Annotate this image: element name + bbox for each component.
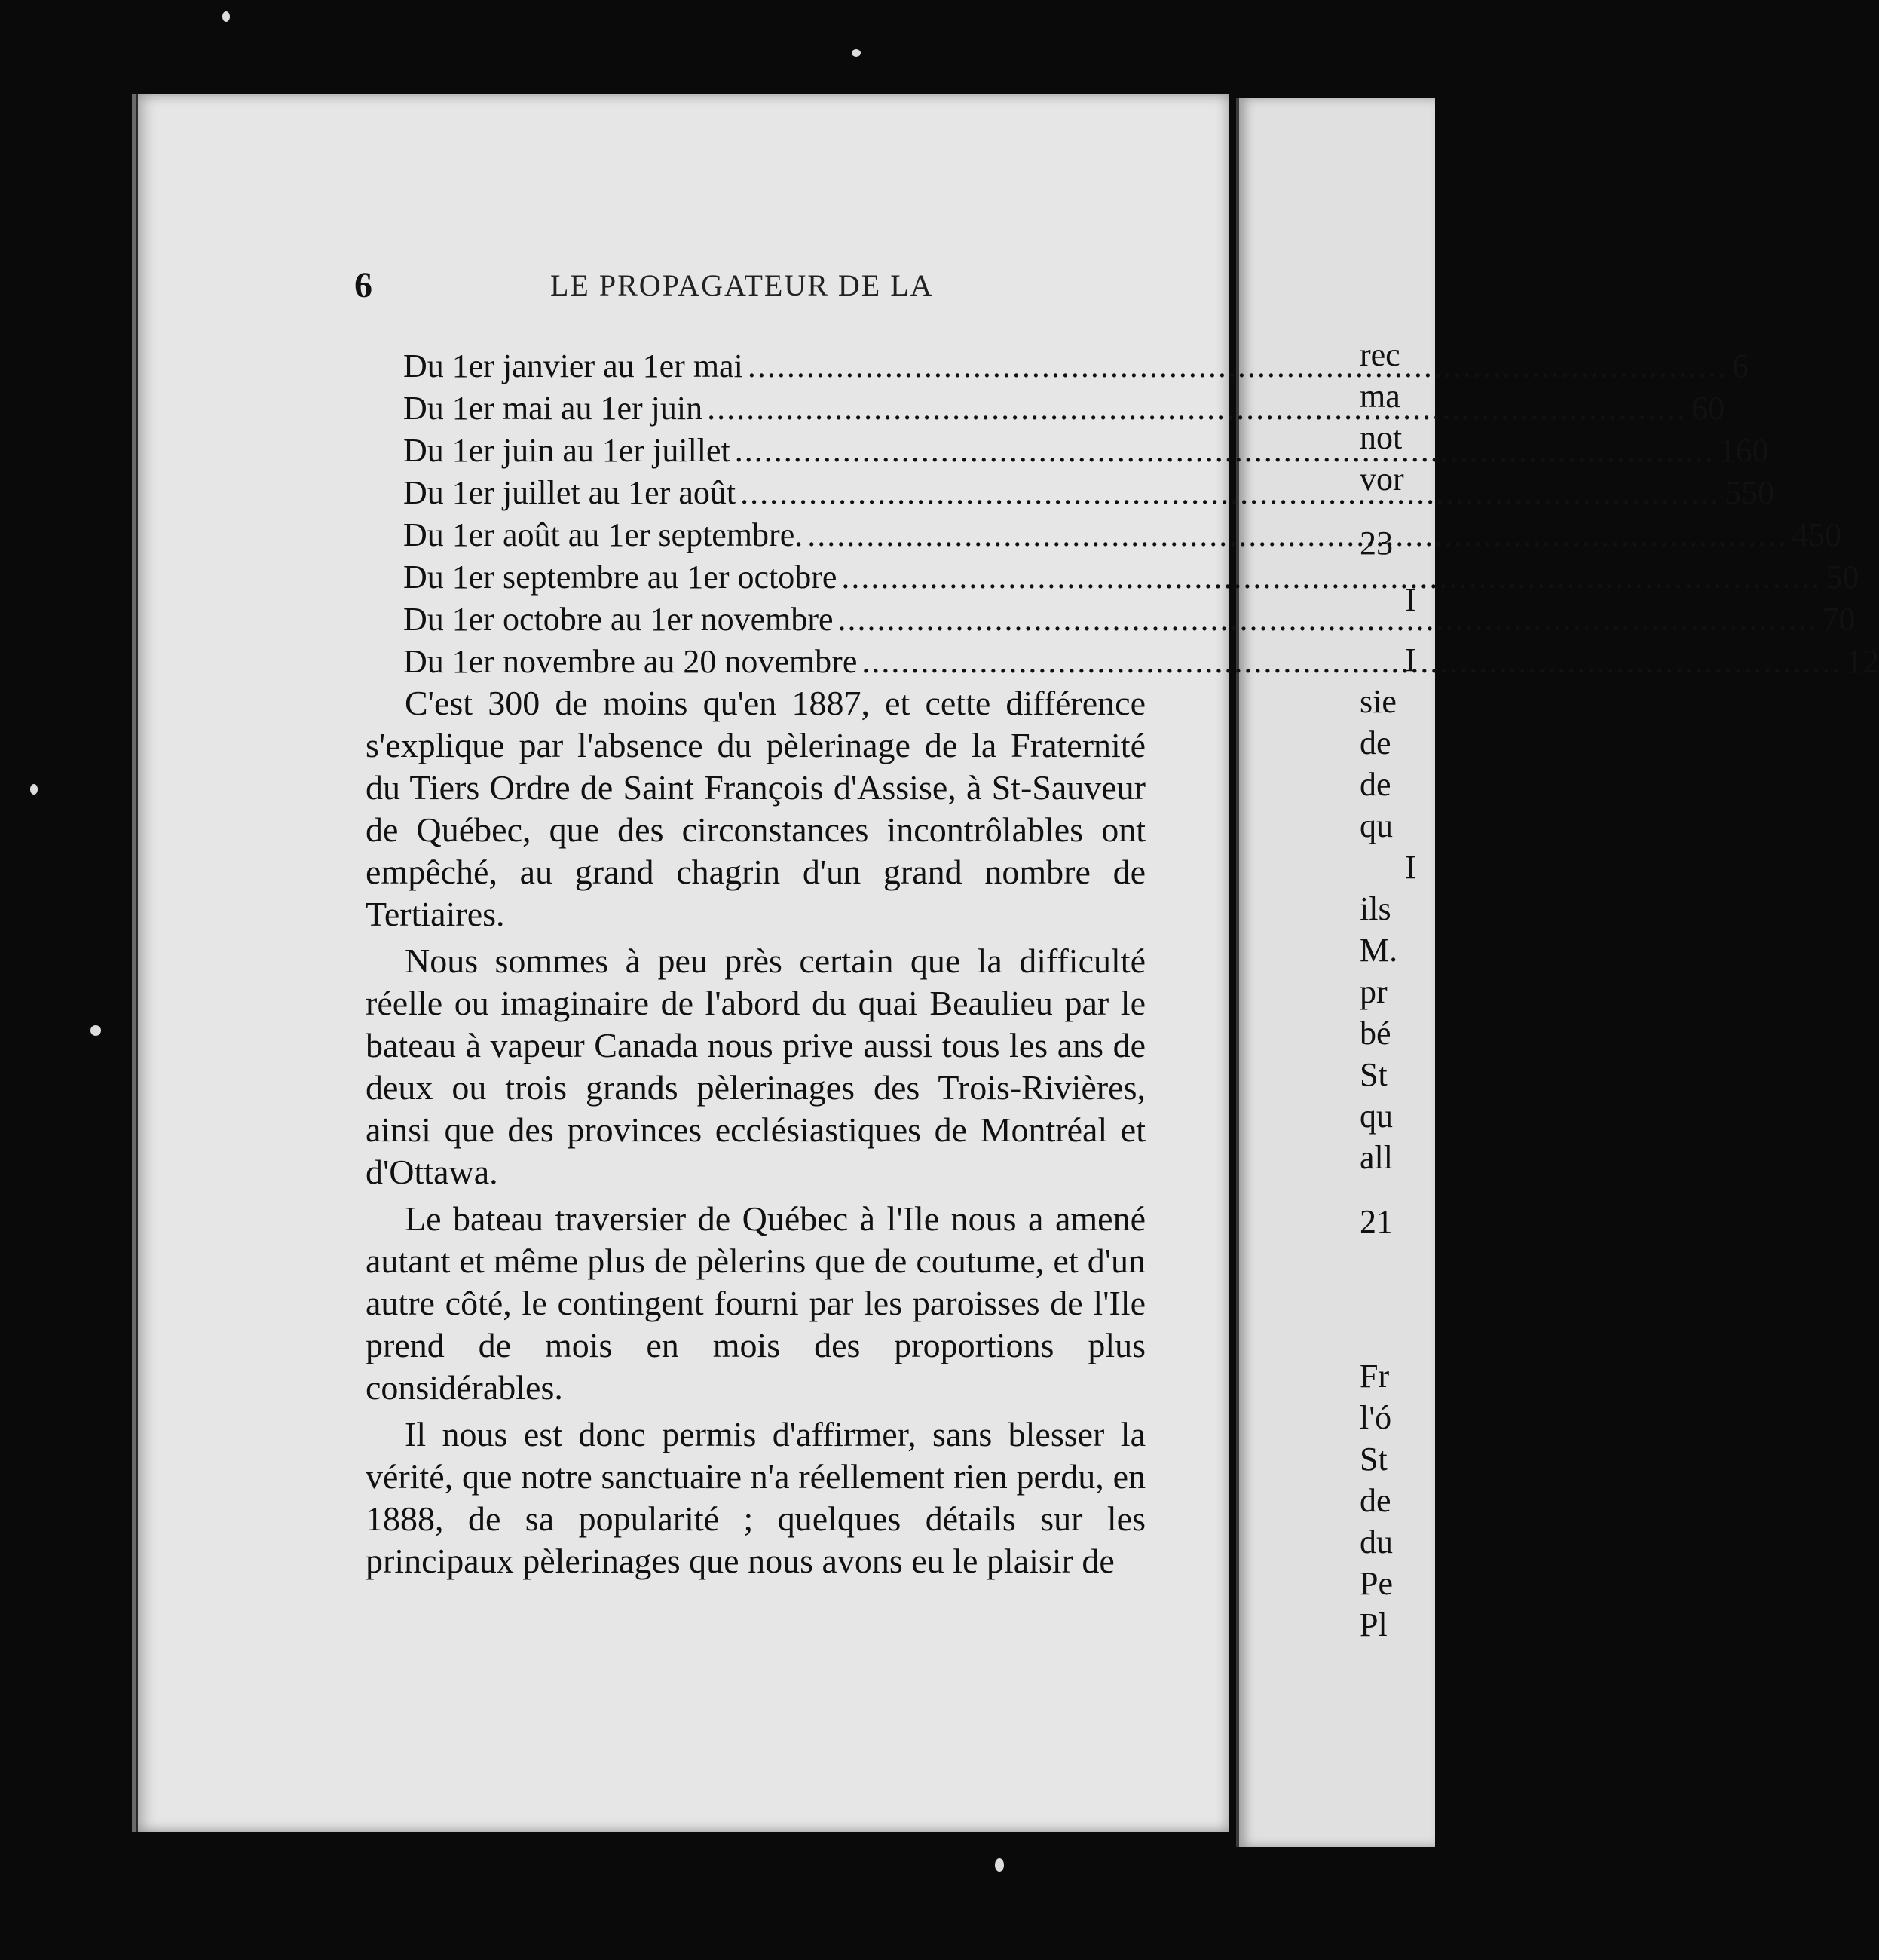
facing-fragment: qu xyxy=(1360,1098,1393,1135)
facing-fragment: du xyxy=(1360,1524,1393,1560)
facing-fragment: sie xyxy=(1360,683,1397,720)
table-row xyxy=(403,600,1856,642)
table-row xyxy=(403,558,1859,600)
row-value: 6 xyxy=(1731,348,1749,384)
page-binding-edge xyxy=(136,94,138,1832)
row-label: Du 1er juin au 1er juillet xyxy=(403,432,730,469)
dot-leader xyxy=(861,642,1841,681)
facing-fragment: vor xyxy=(1360,461,1404,498)
facing-fragment: Fr xyxy=(1360,1358,1390,1395)
facing-fragment: l'ó xyxy=(1360,1399,1392,1436)
paragraph: Nous sommes à peu près certain que la difficulté réelle ou imaginaire de l'abord du quai Beaulieu par le bateau à vapeur Canada nous prive aussi tous les ans de deux ou trois grands pèlerinages des Trois-Rivières, ainsi que des provinces ecclésiastiques de Montréal et d'Ottawa. xyxy=(366,942,1146,1191)
running-title: LE PROPAGATEUR DE LA xyxy=(550,268,934,302)
facing-fragment: I xyxy=(1405,849,1416,886)
row-label: Du 1er octobre au 1er novembre xyxy=(403,601,834,638)
facing-fragment: pr xyxy=(1360,973,1388,1010)
dot-leader xyxy=(707,389,1687,427)
facing-fragment: Pl xyxy=(1360,1606,1388,1643)
facing-fragment: de xyxy=(1360,1482,1391,1519)
paragraph: Le bateau traversier de Québec à l'Ile nous a amené autant et même plus de pèlerins que de coutume, et d'un autre côté, le contingent fourni par les paroisses de l'Ile prend de mois en mois des proportions plus considérables. xyxy=(366,1199,1146,1407)
paragraph: C'est 300 de moins qu'en 1887, et cette différence s'explique par l'absence du pèlerinage de la Fraternité du Tiers Ordre de Saint François d'Assise, à St-Sauveur de Québec, que des circonstances incontrôlables ont empêché, au grand chagrin d'un grand nombre de Tertiaires. xyxy=(366,684,1146,933)
facing-fragment: ma xyxy=(1360,378,1400,415)
scan-speck xyxy=(995,1858,1004,1872)
facing-fragment: de xyxy=(1360,766,1391,803)
row-label: Du 1er novembre au 20 novembre xyxy=(403,643,858,680)
facing-fragment: Pe xyxy=(1360,1565,1393,1602)
row-value: 60 xyxy=(1691,390,1725,427)
scan-speck xyxy=(852,49,861,57)
facing-fragment: St xyxy=(1360,1441,1388,1478)
row-label: Du 1er juillet au 1er août xyxy=(403,474,736,511)
row-value: 160 xyxy=(1718,432,1769,469)
dot-leader xyxy=(841,558,1821,596)
facing-fragment: I xyxy=(1405,642,1416,678)
dot-leader xyxy=(807,516,1787,554)
facing-fragment: rec xyxy=(1360,336,1400,373)
dot-leader xyxy=(748,347,1728,385)
facing-fragment: de xyxy=(1360,724,1391,761)
facing-fragment: M. xyxy=(1360,932,1398,969)
row-label: Du 1er septembre au 1er octobre xyxy=(403,559,837,596)
facing-fragment: not xyxy=(1360,419,1403,456)
scan-speck xyxy=(222,11,230,22)
page-number: 6 xyxy=(354,265,374,305)
row-label: Du 1er janvier au 1er mai xyxy=(403,348,743,384)
facing-fragment: I xyxy=(1405,581,1416,618)
facing-fragment: 23 xyxy=(1360,525,1393,562)
row-value: 12 xyxy=(1846,643,1879,680)
paragraph: Il nous est donc permis d'affirmer, sans blesser la vérité, que notre sanctuaire n'a réellement rien perdu, en 1888, de sa popularité ; quelques détails sur les principaux pèlerinages que nous avons eu le plaisir de xyxy=(366,1415,1146,1580)
row-value: 450 xyxy=(1792,516,1842,553)
table-row xyxy=(403,642,1879,684)
scan-speck xyxy=(30,784,38,795)
facing-fragment: qu xyxy=(1360,807,1393,844)
row-value: 70 xyxy=(1822,601,1856,638)
facing-fragment: bé xyxy=(1360,1015,1391,1052)
row-value: 550 xyxy=(1724,474,1775,511)
facing-fragment: ils xyxy=(1360,890,1391,927)
facing-fragment: St xyxy=(1360,1056,1388,1093)
facing-fragment: all xyxy=(1360,1139,1393,1176)
body-text xyxy=(366,682,1146,1587)
facing-fragment: 21 xyxy=(1360,1203,1393,1240)
dot-leader xyxy=(838,600,1818,639)
row-value: 50 xyxy=(1825,559,1859,596)
row-label: Du 1er août au 1er septembre. xyxy=(403,516,803,553)
dot-leader xyxy=(740,473,1720,512)
table-row xyxy=(403,389,1725,431)
scan-speck xyxy=(90,1025,101,1036)
dot-leader xyxy=(735,431,1715,470)
row-label: Du 1er mai au 1er juin xyxy=(403,390,703,427)
